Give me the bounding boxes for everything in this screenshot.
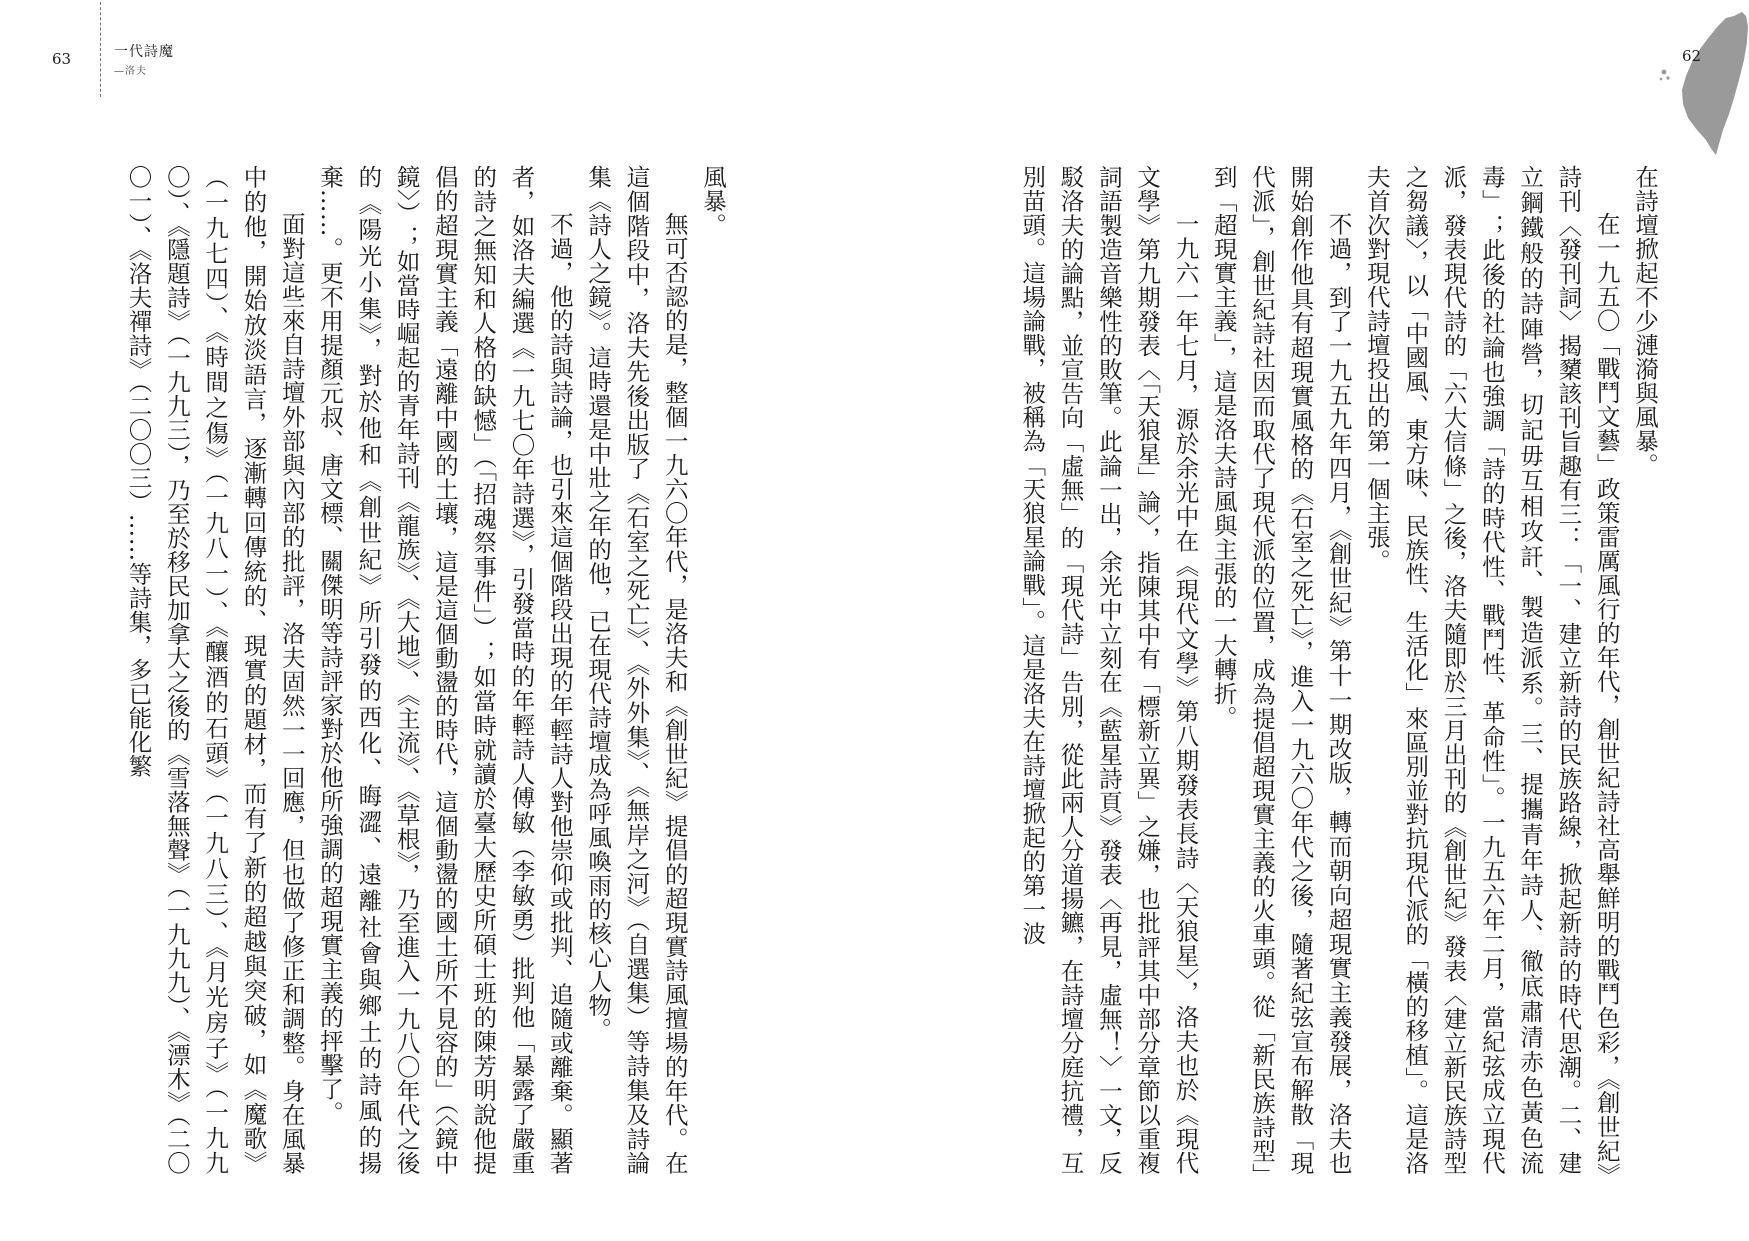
- left-page-body: [100, 165, 732, 1175]
- paragraph: 不過，到了一九五九年四月，《創世紀》第十一期改版，轉而朝向超現實主義發展，洛夫也開始創作他具有超現實風格的《石室之死亡》，進入一九六〇年代之後，隨著紀弦宣布解散「現代派」，創世紀詩社因而取代了現代派的位置，成為提倡超現實主義的火車頭。從「新民族詩型」到「超現實主義」，這是洛夫詩風與主張的一大轉折。: [1209, 165, 1353, 1175]
- paragraph: 在一九五〇「戰鬥文藝」政策雷厲風行的年代，創世紀詩社高舉鮮明的戰鬥色彩，《創世紀》詩刊〈發刊詞〉揭櫫該刊旨趣有三：「一、建立新詩的民族路線，掀起新詩的時代思潮。二、建立鋼鐵般的詩陣營，切記毋互相攻訐、製造派系。三、提攜青年詩人、徹底肅清赤色黃色流毒」；此後的社論也強調「詩的時代性、戰鬥性、革命性」。一九五六年二月，當紀弦成立現代派，發表現代詩的「六大信條」之後，洛夫隨即於三月出刊的《創世紀》發表〈建立新民族詩型之芻議〉，以「中國風、東方味、民族性、生活化」來區別並對抗現代派的「橫的移植」。這是洛夫首次對現代詩壇投出的第一個主張。: [1362, 165, 1621, 1175]
- running-subtitle: —洛夫: [114, 66, 147, 77]
- paragraph: 風暴。: [699, 165, 727, 237]
- page-number-right: 62: [1682, 47, 1702, 65]
- paragraph: 在詩壇掀起不少漣漪與風暴。: [1631, 165, 1659, 477]
- paragraph: 無可否認的是，整個一九六〇年代，是洛夫和《創世紀》提倡的超現實詩風擅場的年代。在這個階段中，洛夫先後出版了《石室之死亡》、《外外集》、《無岸之河》（自選集）等詩集及詩論集《詩人之鏡》。這時還是中壯之年的他，已在現代詩壇成為呼風喚雨的核心人物。: [584, 165, 689, 1175]
- paragraph: 一九六一年七月，源於余光中在《現代文學》第八期發表長詩〈天狼星〉，洛夫也於《現代文學》第九期發表〈「天狼星」論〉，指陳其中有「標新立異」之嫌，也批評其中部分章節以重複詞語製造音樂性的敗筆。此論一出，余光中立刻在《藍星詩頁》發表〈再見，虛無！〉一文，反駁洛夫的論點，並宣告向「虛無」的「現代詩」告別，從此兩人分道揚鑣，在詩壇分庭抗禮，互別苗頭。這場論戰，被稱為「天狼星論戰」。這是洛夫在詩壇掀起的第一波: [1018, 165, 1200, 1175]
- paragraph: 不過，他的詩與詩論，也引來這個階段出現的年輕詩人對他崇仰或批判、追隨或離棄。顯著者，如洛夫編選《一九七〇年詩選》，引發當時的年輕詩人傅敏（李敏勇）批判他「暴露了嚴重的詩之無知和人格的缺憾」（「招魂祭事件」）；如當時就讀於臺大歷史所碩士班的陳芳明說他提倡的超現實主義「遠離中國的土壤，這是這個動盪的時代，這個動盪的國土所不見容的」（〈鏡中鏡〉）；如當時崛起的青年詩刊《龍族》、《大地》、《主流》、《草根》，乃至進入一九八〇年代之後的《陽光小集》，對於他和《創世紀》所引發的西化、晦澀、遠離社會與鄉土的詩風的揚棄……。更不用提顏元叔、唐文標、關傑明等詩評家對於他所強調的超現實主義的抨擊了。: [316, 165, 574, 1175]
- page-number-left: 63: [52, 50, 72, 68]
- running-title: 一代詩魔: [114, 44, 174, 60]
- paragraph: 面對這些來自詩壇外部與內部的批評，洛夫固然一一回應，但也做了修正和調整。身在風暴中的他，開始放淡語言，逐漸轉回傳統的、現實的題材，而有了新的超越與突破，如《魔歌》（一九七四）、《時間之傷》（一九八一）、《釀酒的石頭》（一九八三）、《月光房子》（一九九〇）、《隱題詩》（一九九三），乃至於移民加拿大之後的《雪落無聲》（一九九九）、《漂木》（二〇〇一）、《洛夫禪詩》（二〇〇三）……等詩集，多已能化繁: [124, 165, 306, 1175]
- right-page-body: [974, 165, 1664, 1175]
- header-divider: [100, 2, 101, 97]
- taiwan-map-icon: [1630, 6, 1749, 156]
